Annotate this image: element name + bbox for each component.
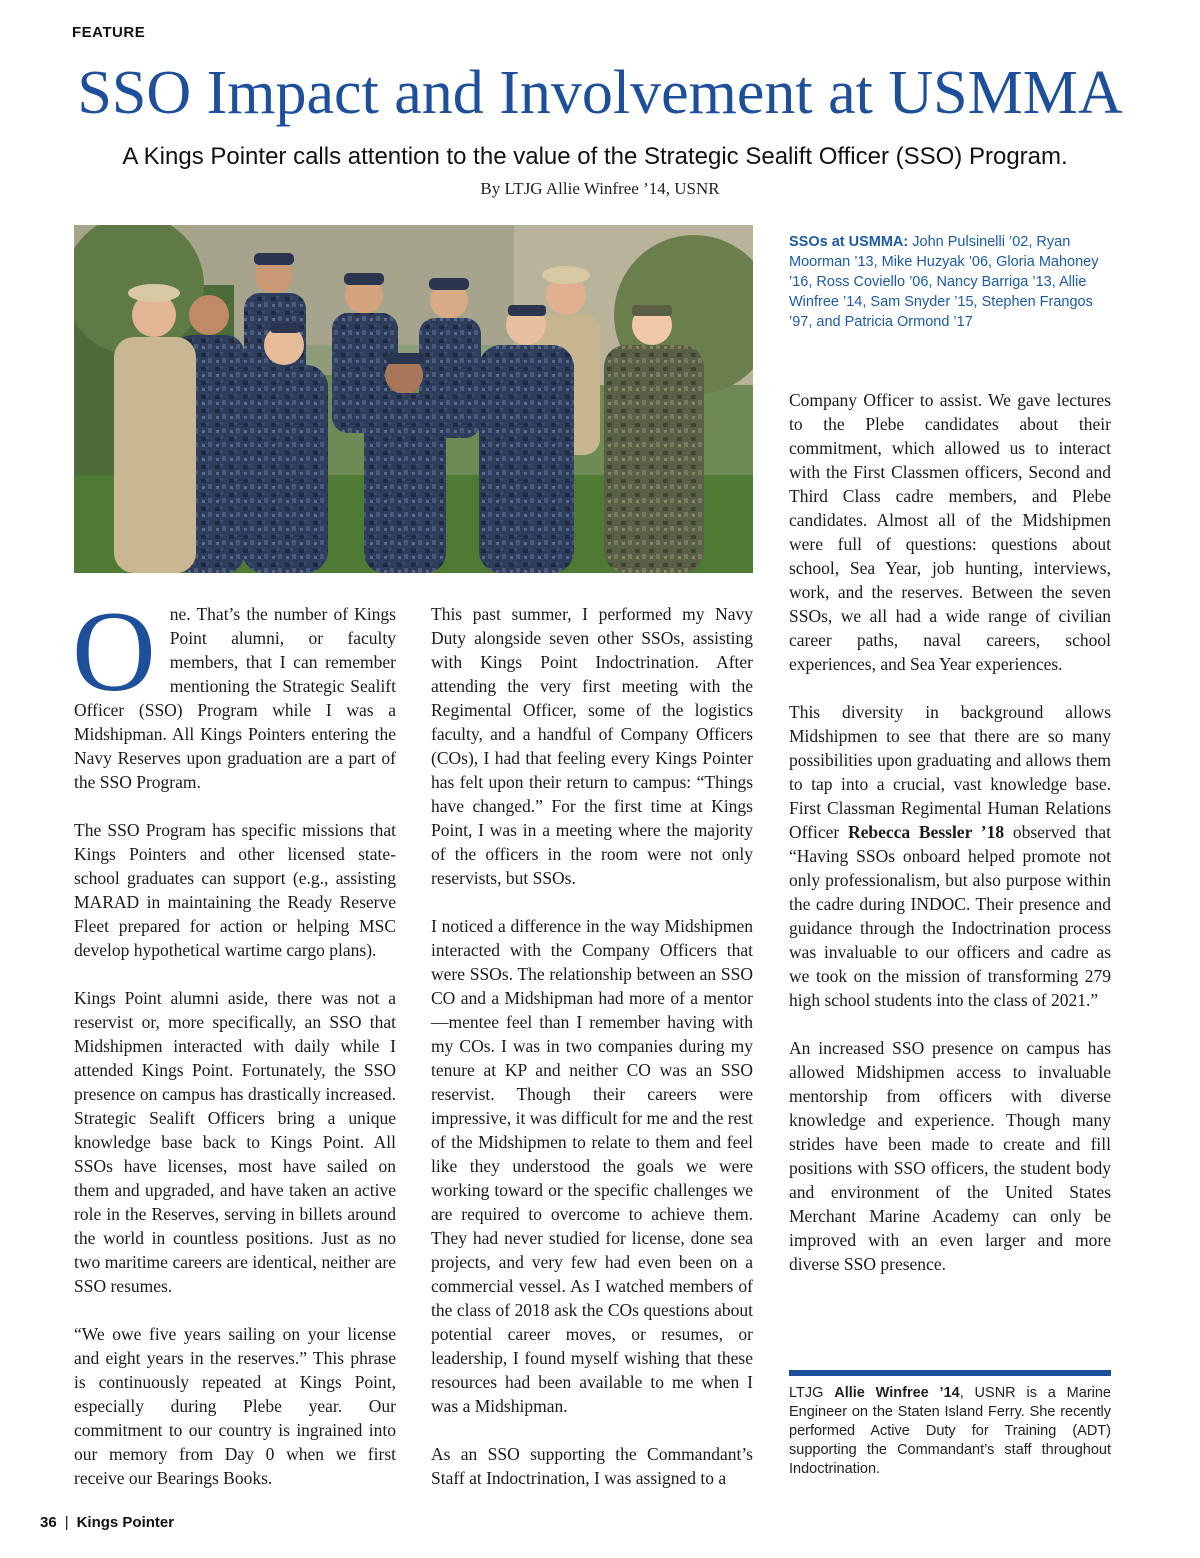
paragraph: Company Officer to assist. We gave lectures to the Plebe candidates about their commitment, which allowed us to interact with the First Classmen officers, Second and Third Class cadre members, and Plebe candidates. Almost all of the Midshipmen were full of questions: questions about school, Sea Year, job hunting, interviews, work, and the reserves. Between the seven SSOs, we all had a wide range of civilian career paths, naval careers, school experiences, and Sea Year experiences. (789, 390, 1111, 674)
paragraph (72, 588, 396, 794)
paragraph: The SSO Program has specific missions that Kings Pointers and other licensed state-school graduates can support (e.g., assisting MARAD in maintaining the Ready Reserve Fleet prepared for action or helping MSC develop hypothetical wartime cargo plans). (74, 820, 396, 960)
page-footer (40, 1514, 174, 1531)
footer-separator: | (64, 1514, 69, 1531)
paragraph: An increased SSO presence on campus has allowed Midshipmen access to invaluable mentorship from officers with diverse knowledge and experience. Though many strides have been made to create and fill positions with SSO officers, the student body and environment of the United States Merchant Marine Academy can only be improved with an even larger and more diverse SSO presence. (789, 1038, 1111, 1274)
photo-caption (789, 232, 1119, 332)
quoted-person: Rebecca Bessler ’18 (847, 822, 1005, 842)
caption-lead: SSOs at USMMA: (789, 234, 909, 250)
bio-text: , USNR is a Marine Engineer on the Staten Island Ferry. She recently performed Active Duty for Training (ADT) supporting the Commandant’s staff throughout Indoctrination. (789, 1385, 1111, 1477)
paragraph: “We owe five years sailing on your license and eight years in the reserves.” This phrase is continuously repeated at Kings Point, especially during Plebe year. Our commitment to our country is ingrained into our memory from Day 0 when we first receive our Bearings Books. (74, 1324, 396, 1488)
paragraph: I noticed a difference in the way Midshipmen interacted with the Company Officers that were SSOs. The relationship between an SSO CO and a Midshipman had more of a mentor—mentee feel than I remember having with my COs. I was in two companies during my tenure at KP and neither CO was an SSO reservist. Though their careers were impressive, it was difficult for me and the rest of the Midshipmen to relate to them and feel like they understood the goals we were working toward or the specific challenges we are required to overcome to achieve them. They had never studied for license, done sea projects, and very few had even been on a commercial vessel. As I watched members of the class of 2018 ask the COs questions about potential career moves, or resumes, or leadership, I found myself wishing that these resources had been available to me when I was a Midshipman. (431, 916, 753, 1416)
article-subtitle: A Kings Pointer calls attention to the value of the Strategic Sealift Officer (SSO) Program. (122, 143, 1068, 170)
article-column-3 (789, 388, 1111, 1300)
paragraph-text: ne. That’s the number of Kings Point alumni, or faculty members, that I can remember mentioning the Strategic Sealift Officer (SSO) Program while I was a Midshipman. All Kings Pointers entering the Navy Reserves upon graduation are a part of the SSO Program. (74, 604, 396, 792)
section-label: FEATURE (72, 24, 146, 41)
group-photo-illustration (74, 225, 753, 573)
paragraph-text: observed that “Having SSOs onboard helped promote not only professionalism, but also purpose within the cadre during INDOC. Their presence and guidance through the Indoctrination process was invaluable to our officers and cadre as we took on the mission of transforming 279 high school students into the class of 2021.” (789, 822, 1111, 1010)
paragraph: As an SSO supporting the Commandant’s Staff at Indoctrination, I was assigned to a (431, 1444, 753, 1488)
paragraph-text: This diversity in background allows Midshipmen to see that there are so many possibilities upon graduating and allows them to tap into a crucial, vast knowledge base. First Classman Regimental Human Relations Officer (789, 702, 1111, 842)
group-photo (74, 225, 753, 573)
article-column-2 (431, 602, 753, 1514)
publication-name: Kings Pointer (76, 1514, 175, 1531)
bio-text: LTJG (789, 1385, 835, 1401)
article-title: SSO Impact and Involvement at USMMA (77, 59, 1123, 127)
paragraph: This past summer, I performed my Navy Duty alongside seven other SSOs, assisting with Kings Point Indoctrination. After attending the very first meeting with the Regimental Officer, some of the logistics faculty, and a handful of Company Officers (COs), I had that feeling every Kings Pointer has felt upon their return to campus: “Things have changed.” For the first time at Kings Point, I was in a meeting where the majority of the officers in the room were not only reservists, but SSOs. (431, 604, 753, 888)
byline: By LTJG Allie Winfree ’14, USNR (480, 179, 720, 198)
author-bio (789, 1384, 1111, 1479)
article-column-1 (72, 588, 396, 1514)
author-name: Allie Winfree ’14 (834, 1385, 960, 1401)
paragraph: Kings Point alumni aside, there was not a reservist or, more specifically, an SSO that Midshipmen interacted with daily while I attended Kings Point. Fortunately, the SSO presence on campus has drastically increased. Strategic Sealift Officers bring a unique knowledge base back to Kings Point. All SSOs have licenses, most have sailed on them and upgraded, and have taken an active role in the Reserves, serving in billets around the world in countless positions. Just as no two maritime careers are identical, neither are SSO resumes. (74, 988, 396, 1296)
page-number: 36 (40, 1514, 57, 1531)
bio-divider (789, 1370, 1111, 1376)
paragraph (789, 700, 1111, 1012)
drop-cap: O (72, 588, 156, 716)
caption-names: John Pulsinelli ’02, Ryan Moorman ’13, Mike Huzyak ’06, Gloria Mahoney ’16, Ross Coviello ’06, Nancy Barriga ’13, Allie Winfree ’14, Sam Snyder ’15, Stephen Frangos ’97, and Patricia Ormond ’17 (789, 234, 1099, 330)
